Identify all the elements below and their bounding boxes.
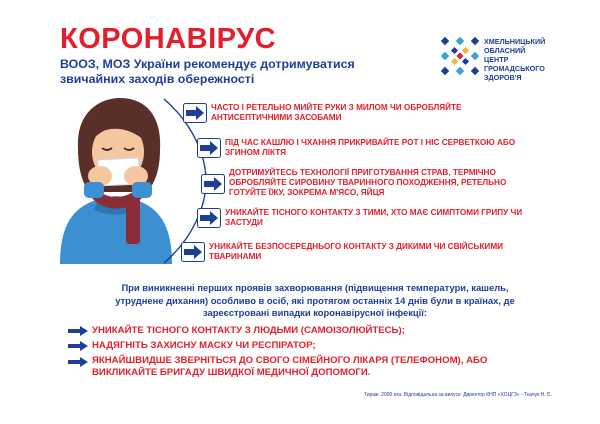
action-text: ЯКНАЙШВИДШЕ ЗВЕРНІТЬСЯ ДО СВОГО СІМЕЙНОГО ЛІКАРЯ (ТЕЛЕФОНОМ), АБО ВИКЛИКАЙТЕ БРИГАДУ ШВИДКОЇ МЕДИЧНОЇ ДОПОМОГИ. [92, 355, 488, 378]
tip-arrow-icon [181, 242, 205, 262]
tip-arrow-icon [201, 174, 225, 194]
action-text: УНИКАЙТЕ ТІСНОГО КОНТАКТУ З ЛЮДЬМИ (САМОІЗОЛЮЙТЕСЬ); [92, 325, 405, 336]
tip-arrow-icon [183, 103, 207, 123]
action-arrow-icon [68, 341, 88, 351]
tip-text: УНИКАЙТЕ БЕЗПОСЕРЕДНЬОГО КОНТАКТУ З ДИКИМИ ЧИ СВІЙСЬКИМИ ТВАРИНАМИ [209, 242, 504, 261]
tip-text: ДОТРИМУЙТЕСЬ ТЕХНОЛОГІЇ ПРИГОТУВАННЯ СТРАВ, ТЕРМІЧНО ОБРОБЛЯЙТЕ СИРОВИНУ ТВАРИННОГО ПОХОДЖЕННЯ, РЕТЕЛЬНО ГОТУЙТЕ ЇЖУ, ЗОКРЕМА М'ЯСО, ЯЙЦЯ [229, 168, 507, 197]
tip-arrow-icon [197, 208, 221, 228]
tip-text: УНИКАЙТЕ ТІСНОГО КОНТАКТУ З ТИМИ, ХТО МАЄ СИМПТОМИ ГРИПУ ЧИ ЗАСТУДИ [225, 208, 523, 227]
action-arrow-icon [68, 357, 88, 367]
organization-name: ХМЕЛЬНИЦЬКИЙ ОБЛАСНИЙ ЦЕНТР ГРОМАДСЬКОГО ЗДОРОВ'Я [484, 37, 546, 82]
page-title: КОРОНАВІРУС [60, 23, 277, 55]
page-subtitle: ВООЗ, МОЗ України рекомендує дотримуватися звичайних заходів обережності [60, 57, 355, 86]
symptoms-paragraph: При виникненні перших проявів захворювання (підвищення температури, кашель, утруднене дихання) особливо в осіб, які протягом останніх 14 днів були в країнах, де зареєстровані випадки коронавірусної інфекції: [115, 282, 515, 318]
tip-text: ПІД ЧАС КАШЛЮ І ЧХАННЯ ПРИКРИВАЙТЕ РОТ І НІС СЕРВЕТКОЮ АБО ЗГИНОМ ЛІКТЯ [225, 138, 516, 157]
print-info-footer: Тираж: 2000 екз. Відповідальна за випуск: Директор КНП «ХОЦГЗ» - Ткачук Н. Є. [363, 392, 552, 398]
action-text: НАДЯГНІТЬ ЗАХИСНУ МАСКУ ЧИ РЕСПІРАТОР; [92, 340, 316, 351]
organization-logo-icon [440, 36, 480, 76]
action-arrow-icon [68, 326, 88, 336]
tip-arrow-icon [197, 138, 221, 158]
tip-text: ЧАСТО І РЕТЕЛЬНО МИЙТЕ РУКИ З МИЛОМ ЧИ ОБРОБЛЯЙТЕ АНТИСЕПТИЧНИМИ ЗАСОБАМИ [211, 103, 462, 122]
